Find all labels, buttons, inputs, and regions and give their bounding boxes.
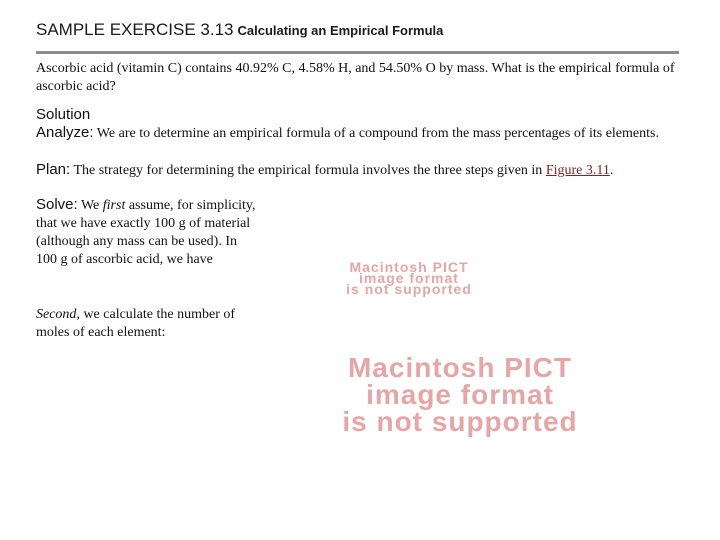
solve-pre: We <box>80 198 100 213</box>
solve-paragraph <box>36 196 258 269</box>
unsupported-image-placeholder-large: Macintosh PICT image format is not supported <box>342 352 578 437</box>
second-emphasis: Second <box>36 307 77 322</box>
solution-heading: Solution <box>36 106 91 123</box>
analyze-paragraph <box>36 124 716 143</box>
plan-label: Plan: <box>36 161 71 178</box>
analyze-label: Analyze: <box>36 124 94 141</box>
analyze-text: We are to determine an empirical formula of a compound from the mass percentages of its elements. <box>96 126 659 141</box>
unsupported-image-placeholder-small: Macintosh PICT image format is not supported <box>346 259 472 297</box>
exercise-title <box>36 20 676 40</box>
second-text: , we calculate the number of moles of each element: <box>36 307 236 340</box>
exercise-number: SAMPLE EXERCISE 3.13 <box>36 20 234 39</box>
figure-link[interactable]: Figure 3.11 <box>545 163 610 178</box>
solve-text: assume, for simplicity, that we have exactly 100 g of material (although any mass can be used). In 100 g of ascorbic acid, we have <box>36 198 256 267</box>
plan-text: The strategy for determining the empirical formula involves the three steps given in <box>73 163 543 178</box>
plan-end: . <box>609 163 614 178</box>
solve-emphasis: first <box>102 198 126 213</box>
second-paragraph <box>36 306 258 342</box>
exercise-subtitle: Calculating an Empirical Formula <box>237 23 444 38</box>
title-divider <box>36 51 679 54</box>
plan-paragraph <box>36 161 716 180</box>
solve-label: Solve: <box>36 196 78 213</box>
problem-statement: Ascorbic acid (vitamin C) contains 40.92% C, 4.58% H, and 54.50% O by mass. What is the empirical formula of ascorbic acid? <box>36 61 675 94</box>
